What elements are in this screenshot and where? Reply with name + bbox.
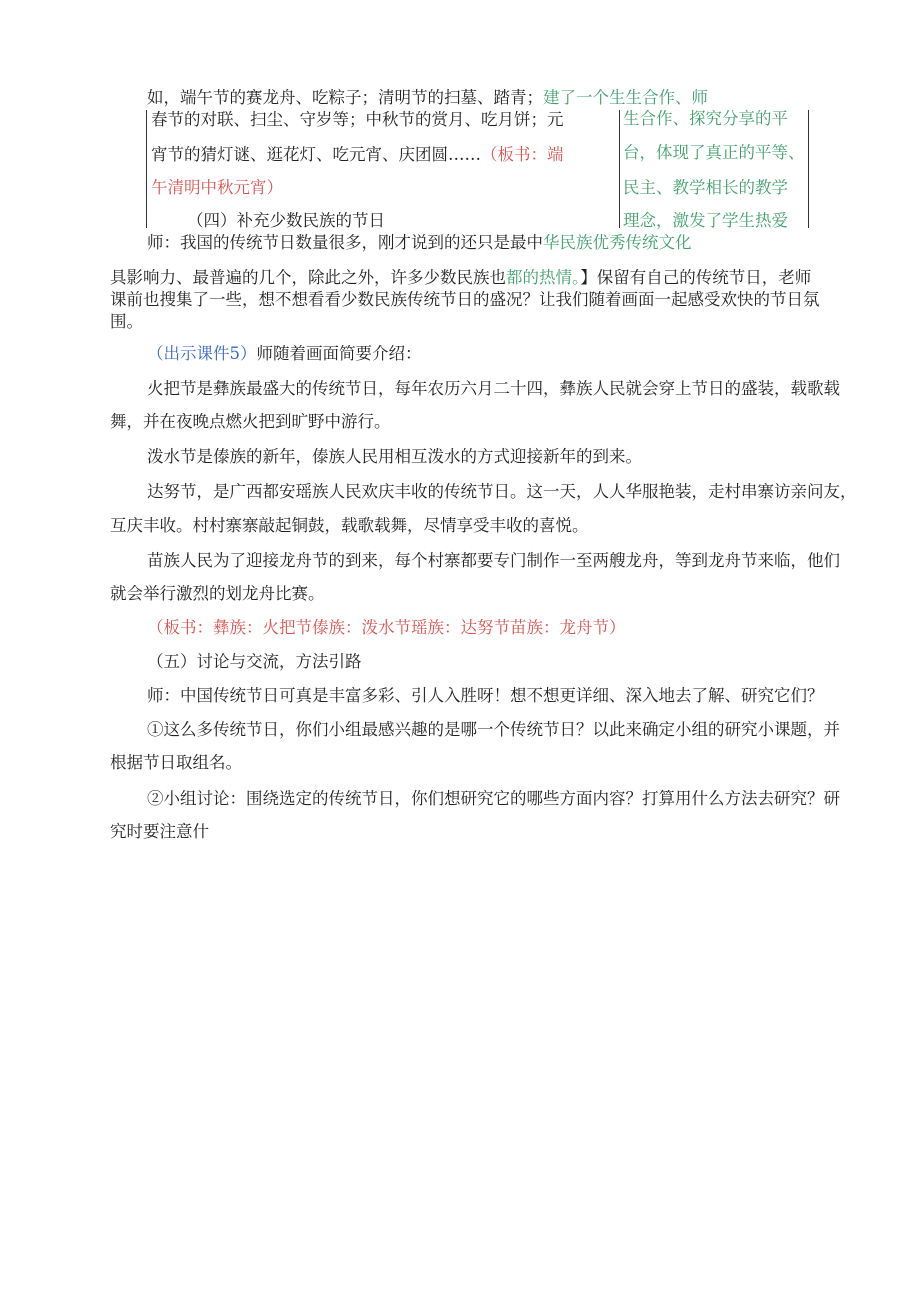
text-line: 春节的对联、扫尘、守岁等；中秋节的赏月、吃月饼；元 bbox=[151, 110, 564, 129]
section-heading: （四）补充少数民族的节日 bbox=[187, 211, 385, 230]
paragraph-danu: 达努节，是广西都安瑶族人民欢庆丰收的传统节日。这一天，人人华服艳装，走村串寨访亲问友， bbox=[147, 482, 857, 501]
text-line: 师：我国的传统节日数量很多，刚才说到的还只是最中华民族优秀传统文化 bbox=[147, 233, 692, 252]
text-line: 师：中国传统节日可真是丰富多彩、引人入胜呀！想不想更详细、深入地去了解、研究它们？ bbox=[147, 686, 824, 705]
table-border-right bbox=[808, 110, 809, 228]
paragraph-dragon: 苗族人民为了迎接龙舟节的到来，每个村寨都要专门制作一至两艘龙舟，等到龙舟节来临，他们 bbox=[147, 551, 840, 570]
paragraph-danu: 互庆丰收。村村寨寨敲起铜鼓，载歌载舞，尽情享受丰收的喜悦。 bbox=[110, 516, 589, 535]
side-note-line: 理念，激发了学生热爱 bbox=[623, 211, 788, 230]
text-line: 具影响力、最普遍的几个，除此之外，许多少数民族也都的热情。】保留有自己的传统节日，老师 bbox=[110, 268, 812, 287]
side-note-line: 台，体现了真正的平等、 bbox=[623, 143, 805, 162]
text-line: 如，端午节的赛龙舟、吃粽子；清明节的扫墓、踏青；建了一个生生合作、师 bbox=[147, 88, 708, 107]
question-1: ①这么多传统节日，你们小组最感兴趣的是哪一个传统节日？以此来确定小组的研究小课题，并 bbox=[147, 720, 840, 739]
board-note: （板书：彝族：火把节傣族：泼水节瑶族：达努节苗族：龙舟节） bbox=[147, 618, 626, 637]
question-2: ②小组讨论：围绕选定的传统节日，你们想研究它的哪些方面内容？打算用什么方法去研究？研 bbox=[147, 789, 840, 808]
paragraph-water: 泼水节是傣族的新年，傣族人民用相互泼水的方式迎接新年的到来。 bbox=[147, 447, 642, 466]
side-note-line: 生合作、探究分享的平 bbox=[623, 109, 788, 128]
text-line: 课前也搜集了一些，想不想看看少数民族传统节日的盛况？让我们随着画面一起感受欢快的节日氛 bbox=[110, 290, 820, 309]
question-1: 根据节日取组名。 bbox=[110, 753, 242, 772]
side-note-line: 民主、教学相长的教学 bbox=[623, 178, 788, 197]
text-line: 宵节的猜灯谜、逛花灯、吃元宵、庆团圆……（板书：端 bbox=[151, 145, 564, 164]
table-border-left bbox=[146, 110, 147, 228]
question-2: 究时要注意什 bbox=[110, 822, 209, 841]
paragraph-torch: 火把节是彝族最盛大的传统节日，每年农历六月二十四，彝族人民就会穿上节日的盛装，载歌载 bbox=[147, 379, 840, 398]
paragraph-dragon: 就会举行激烈的划龙舟比赛。 bbox=[110, 584, 325, 603]
section-heading: （五）讨论与交流，方法引路 bbox=[147, 652, 362, 671]
board-note: 午清明中秋元宵） bbox=[151, 178, 283, 197]
table-border-mid bbox=[619, 110, 620, 228]
paragraph-torch: 舞，并在夜晚点燃火把到旷野中游行。 bbox=[110, 412, 391, 431]
text-line: 围。 bbox=[110, 312, 143, 331]
courseware-line: （出示课件5）师随着画面简要介绍： bbox=[147, 344, 422, 363]
